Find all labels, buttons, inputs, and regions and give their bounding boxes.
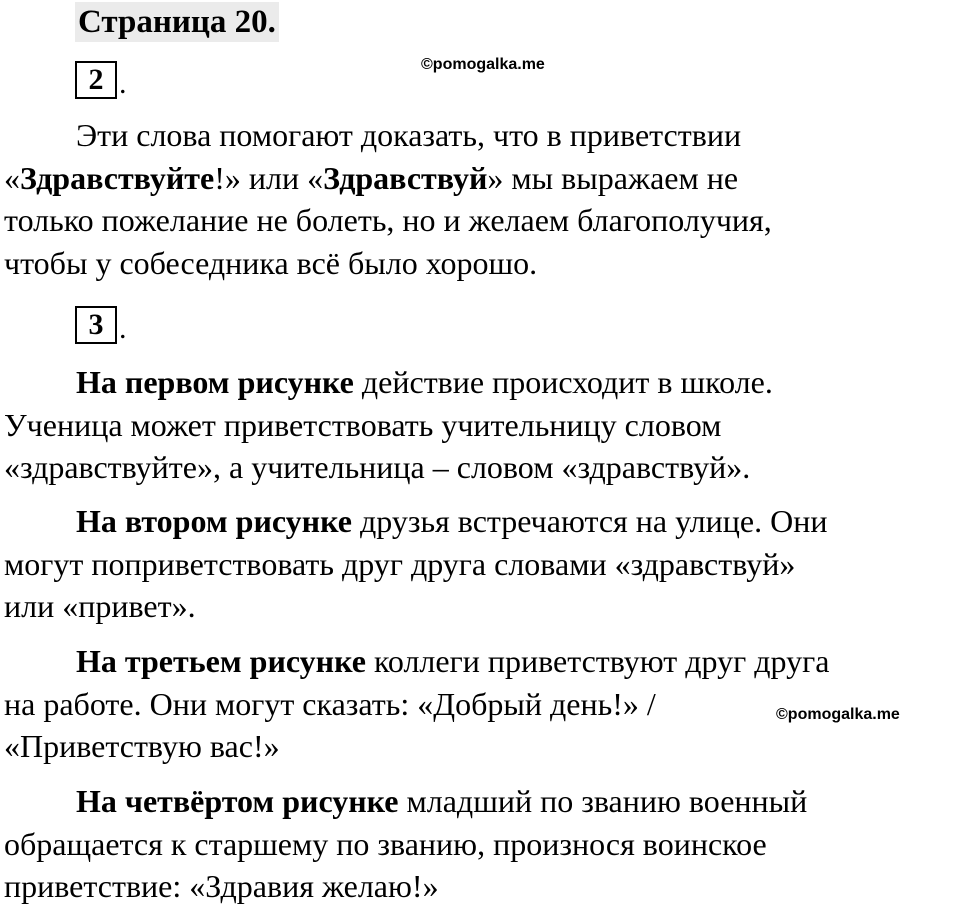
task-3-paragraph-4 <box>4 780 960 908</box>
task-2-line-4: чтобы у собеседника всё было хорошо. <box>4 244 538 281</box>
watermark-mid: ©pomogalka.me <box>776 706 900 723</box>
paragraph-2-line-3: или «привет». <box>4 588 196 624</box>
task-2-bold-word-1: Здравствуйте <box>20 159 215 196</box>
paragraph-1-line-3: «здравствуйте», а учительница – словом «здравствуй». <box>4 449 751 485</box>
task-2-number: 2 <box>88 63 104 96</box>
task-2-line-2: «Здравствуйте!» или «Здравствуй» мы выражаем не <box>4 159 739 196</box>
watermark-top: ©pomogalka.me <box>421 56 545 73</box>
task-3-number: 3 <box>88 308 104 341</box>
task-2-line-1: Эти слова помогают доказать, что в приветствии <box>76 117 742 153</box>
task-3-dot: . <box>119 312 127 345</box>
page-title: Страница 20. <box>75 2 279 42</box>
paragraph-2-line-2: могут поприветствовать друг друга словами «здравствуй» <box>4 545 796 582</box>
paragraph-4-line-1: На четвёртом рисунке младший по званию военный <box>76 783 808 819</box>
task-3-paragraph-2 <box>4 500 960 628</box>
task-2-line-3: только пожелание не болеть, но и желаем благополучия, <box>4 202 772 238</box>
paragraph-1-line-1: На первом рисунке действие происходит в школе. <box>76 364 773 400</box>
task-3-paragraph-1 <box>4 361 960 489</box>
task-2-dot: . <box>119 67 127 100</box>
paragraph-1-line-2: Ученица может приветствовать учительницу словом <box>4 406 722 443</box>
paragraph-3-line-1: На третьем рисунке коллеги приветствуют друг друга <box>76 643 830 679</box>
task-2-bold-word-2: Здравствуй <box>323 159 488 196</box>
paragraph-2-line-1: На втором рисунке друзья встречаются на улице. Они <box>76 503 828 539</box>
task-3-number-box <box>75 306 127 345</box>
task-2-text <box>4 114 960 284</box>
paragraph-3-line-2: на работе. Они могут сказать: «Добрый день!» / <box>4 685 656 722</box>
paragraph-3-line-3: «Приветствую вас!» <box>4 728 280 764</box>
task-2-number-box <box>75 61 127 100</box>
task-3-paragraph-3 <box>4 640 960 768</box>
paragraph-4-line-3: приветствие: «Здравия желаю!» <box>4 868 439 904</box>
paragraph-4-line-2: обращается к старшему по званию, произнося воинское <box>4 825 767 862</box>
